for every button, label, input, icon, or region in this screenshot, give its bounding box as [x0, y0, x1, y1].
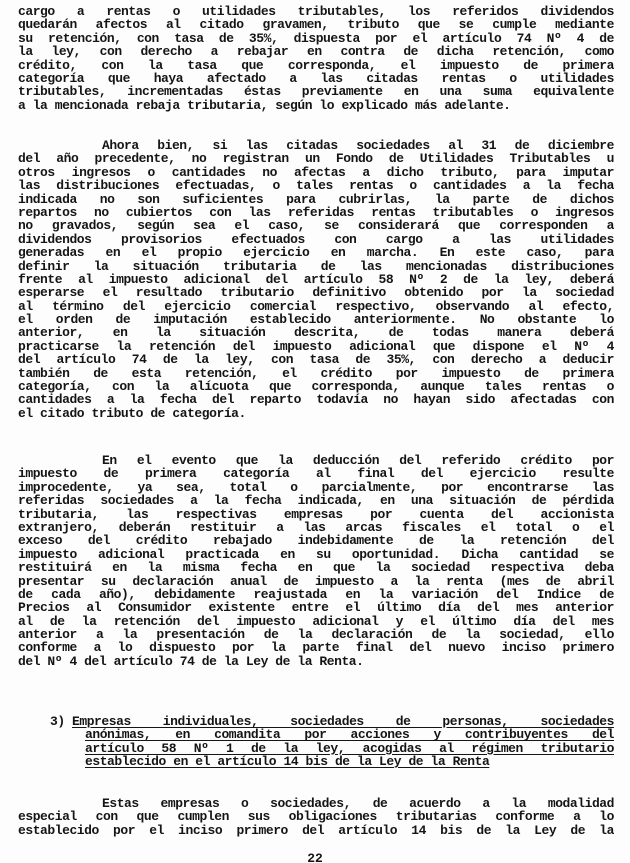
- text-line: extranjero, deberán restituir a las arcas fiscales el total o el: [18, 520, 614, 535]
- text-line: conforme a lo dispuesto por la parte final del nuevo inciso primero: [18, 641, 614, 655]
- paragraph-article-14bis: [18, 797, 614, 837]
- text-line: la ley, con derecho a rebajar en contra de dicha retención, como: [18, 45, 614, 59]
- text-line: impuesto adicional practicada en su oportunidad. Dicha cantidad se: [18, 547, 614, 562]
- text-line: crédito, con la tasa que corresponda, el impuesto de primera: [18, 58, 614, 72]
- text-line: también de esta retención, el crédito por impuesto de primera: [18, 366, 614, 381]
- text-line: Estas empresas o sociedades, de acuerdo a la modalidad: [102, 797, 614, 811]
- text-line: frente al impuesto adicional del artículo 58 Nº 2 de la ley, deberá: [18, 272, 614, 287]
- text-line: del Nº 4 del artículo 74 de la Ley de la Renta.: [18, 654, 364, 669]
- text-line: indicada no son suficientes para cubrirlas, la parte de dichos: [18, 192, 614, 206]
- heading-number: 3): [50, 715, 65, 729]
- text-line: al término del ejercicio comercial respectivo, observando al efecto,: [18, 299, 614, 314]
- text-line: referidas sociedades a la fecha indicada, en una situación de pérdida: [18, 494, 614, 508]
- text-line: el orden de imputación establecido anteriormente. No obstante lo: [18, 313, 614, 327]
- text-line: tributables, incrementadas éstas previamente en una suma equivalente: [18, 85, 614, 99]
- text-line: establecido por el inciso primero del artículo 14 bis de la Ley de la: [18, 823, 614, 838]
- text-line: las distribuciones efectuadas, o tales rentas o cantidades a la fecha: [18, 179, 614, 193]
- text-line: su retención, con tasa de 35%, dispuesta por el artículo 74 Nº 4 de: [18, 31, 614, 46]
- paragraph-credit-restitution: [18, 454, 614, 668]
- text-line: cargo a rentas o utilidades tributables, los referidos dividendos: [18, 5, 614, 19]
- text-line: Ahora bien, si las citadas sociedades al 31 de diciembre: [102, 139, 614, 153]
- text-line: tributaria, las respectivas empresas por cuenta del accionista: [18, 507, 614, 521]
- text-line: otros ingresos o cantidades no afectas a dicho tributo, para imputar: [18, 165, 614, 180]
- text-line: En el evento que la deducción del referido crédito por: [102, 454, 614, 468]
- text-line: repartos no cubiertos con las referidas rentas tributables o ingresos: [18, 205, 614, 220]
- text-line: Precios al Consumidor existente entre el último día del mes anterior: [18, 601, 614, 615]
- text-line: anterior, en la situación descrita, de todas manera deberá: [18, 326, 614, 340]
- text-line: quedarán afectos al citado gravamen, tributo que se cumple mediante: [18, 18, 614, 32]
- text-line: especial con que cumplen sus obligaciones tributarias conforme a lo: [18, 810, 614, 824]
- text-line: dividendos provisorios efectuados con cargo a las utilidades: [18, 232, 614, 247]
- text-line: al de la retención del impuesto adicional y el último día del mes: [18, 614, 614, 629]
- text-line: presentar su declaración anual de impuesto a la renta (mes de abril: [18, 574, 614, 588]
- text-line: practicarse la retención del impuesto adicional que dispone el Nº 4: [18, 339, 614, 354]
- text-line: no gravados, según sea el caso, se considerará que corresponden a: [18, 219, 614, 233]
- text-line: de cada año), debidamente reajustada en la variación del Indice de: [18, 587, 614, 602]
- text-line: cantidades a la fecha del reparto todavía no hayan sido afectadas con: [18, 393, 614, 407]
- section-heading: [50, 715, 614, 769]
- text-line: a la mencionada rebaja tributaria, según lo explicado más adelante.: [18, 98, 511, 113]
- text-line: del artículo 74 de la ley, con tasa de 35%, con derecho a deducir: [18, 353, 614, 367]
- text-line: categoría que haya afectado a las citadas rentas o utilidades: [18, 71, 614, 86]
- paragraph-dividend-withholding: [18, 5, 614, 112]
- text-line: impuesto de primera categoría al final del ejercicio resulte: [18, 467, 614, 481]
- text-line: del año precedente, no registran un Fondo de Utilidades Tributables u: [18, 152, 614, 166]
- heading-line: [50, 715, 614, 728]
- text-line: restituirá en la misma fecha en que la sociedad respectiva deba: [18, 561, 614, 575]
- text-line: categoría, con la alícuota que corresponda, aunque tales rentas o: [18, 380, 614, 394]
- paragraph-provisional-dividends: [18, 139, 614, 420]
- page-number: 22: [307, 852, 323, 863]
- text-line: definir la situación tributaria de las mencionadas distribuciones: [18, 259, 614, 273]
- text-line: anterior a la presentación de la declaración de la sociedad, ello: [18, 628, 614, 642]
- text-line: improcedente, ya sea, total o parcialmente, por encontrarse las: [18, 480, 614, 495]
- text-line: generadas en el propio ejercicio en marcha. En este caso, para: [18, 246, 614, 260]
- heading-line: anónimas, en comandita por acciones y contribuyentes del: [85, 728, 614, 742]
- heading-line: establecido en el artículo 14 bis de la Ley de la Renta: [85, 755, 490, 769]
- text-line: esperarse el resultado tributario definitivo obtenido por la sociedad: [18, 286, 614, 300]
- heading-line: artículo 58 Nº 1 de la ley, acogidas al régimen tributario: [85, 741, 614, 756]
- heading-text: Empresas individuales, sociedades de personas, sociedades: [72, 715, 614, 729]
- text-line: exceso del crédito rebajado indebidamente de la retención del: [18, 534, 614, 548]
- text-line: el citado tributo de categoría.: [18, 406, 246, 421]
